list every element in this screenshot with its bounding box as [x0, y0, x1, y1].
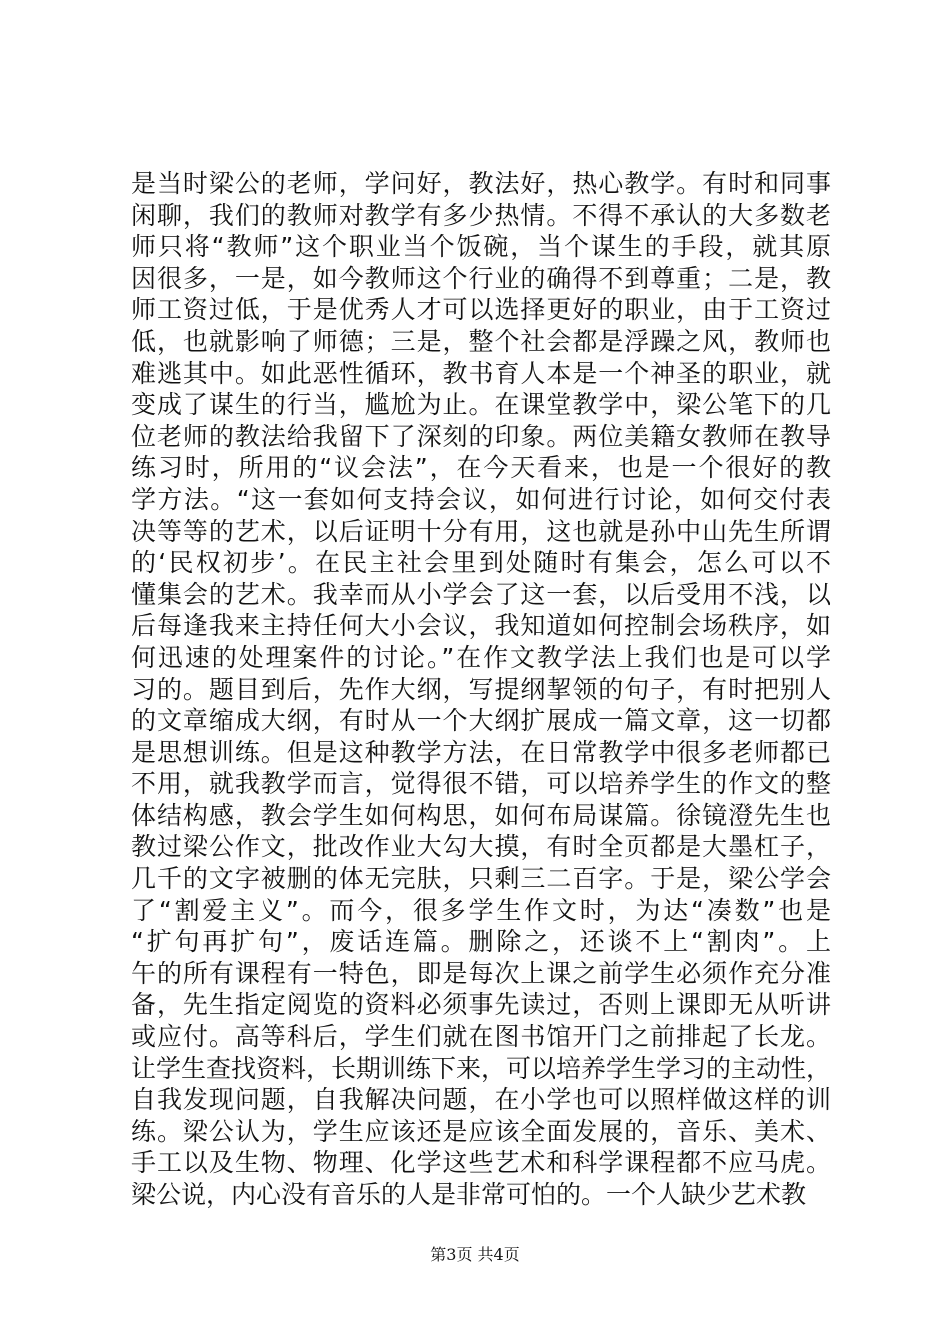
text-line: 变成了谋生的行当，尴尬为止。在课堂教学中，梁公笔下的几	[131, 390, 831, 420]
text-line: 低，也就影响了师德；三是，整个社会都是浮躁之风，教师也	[131, 326, 831, 356]
text-line: 师只将“教师”这个职业当个饭碗，当个谋生的手段，就其原	[131, 232, 831, 262]
text-line: 备，先生指定阅览的资料必须事先读过，否则上课即无从听讲	[131, 990, 831, 1020]
text-line: 决等等的艺术，以后证明十分有用，这也就是孙中山先生所谓	[131, 516, 831, 546]
text-line: 不用，就我教学而言，觉得很不错，可以培养学生的作文的整	[131, 769, 831, 799]
text-line: 因很多，一是，如今教师这个行业的确得不到尊重；二是，教	[131, 263, 831, 293]
text-line: 教过梁公作文，批改作业大勾大摸，有时全页都是大墨杠子，	[131, 832, 831, 862]
text-line: 午的所有课程有一特色，即是每次上课之前学生必须作充分准	[131, 958, 831, 988]
text-line: 师工资过低，于是优秀人才可以选择更好的职业，由于工资过	[131, 295, 831, 325]
text-line: 闲聊，我们的教师对教学有多少热情。不得不承认的大多数老	[131, 200, 831, 230]
text-line: 位老师的教法给我留下了深刻的印象。两位美籍女教师在教导	[131, 421, 831, 451]
page-number: 第3页 共4页	[430, 1245, 520, 1264]
text-line: 的文章缩成大纲，有时从一个大纲扩展成一篇文章，这一切都	[131, 706, 831, 736]
text-line: 学方法。“这一套如何支持会议，如何进行讨论，如何交付表	[131, 484, 831, 514]
text-line: 是思想训练。但是这种教学方法，在日常教学中很多老师都已	[131, 737, 831, 767]
text-line: 了“割爱主义”。而今，很多学生作文时，为达“凑数”也是	[131, 895, 831, 925]
text-line: 让学生查找资料，长期训练下来，可以培养学生学习的主动性，	[131, 1053, 832, 1083]
text-line: 练习时，所用的“议会法”，在今天看来，也是一个很好的教	[131, 453, 831, 483]
text-line: 习的。题目到后，先作大纲，写提纲挈领的句子，有时把别人	[131, 674, 831, 704]
text-line: 懂集会的艺术。我幸而从小学会了这一套，以后受用不浅，以	[131, 579, 831, 609]
text-line: 或应付。高等科后，学生们就在图书馆开门之前排起了长龙。	[131, 1022, 831, 1052]
text-line: 练。梁公认为，学生应该还是应该全面发展的，音乐、美术、	[131, 1116, 831, 1146]
text-line: 的‘民权初步’。在民主社会里到处随时有集会，怎么可以不	[131, 548, 831, 578]
body-text	[131, 168, 831, 1211]
text-line: 难逃其中。如此恶性循环，教书育人本是一个神圣的职业，就	[131, 358, 831, 388]
text-line: 后每逢我来主持任何大小会议，我知道如何控制会场秩序，如	[131, 611, 831, 641]
text-line: 手工以及生物、物理、化学这些艺术和科学课程都不应马虎。	[131, 1148, 831, 1178]
text-line: 自我发现问题，自我解决问题，在小学也可以照样做这样的训	[131, 1085, 831, 1115]
text-line: 体结构感，教会学生如何构思，如何布局谋篇。徐镜澄先生也	[131, 800, 831, 830]
text-line: 是当时梁公的老师，学问好，教法好，热心教学。有时和同事	[131, 169, 831, 198]
text-line: 何迅速的处理案件的讨论。”在作文教学法上我们也是可以学	[131, 642, 831, 672]
text-line: “扩句再扩句”，废话连篇。删除之，还谈不上“割肉”。上	[131, 927, 831, 957]
text-line: 几千的文字被删的体无完肤，只剩三二百字。于是，梁公学会	[131, 864, 831, 894]
page-footer	[0, 1242, 950, 1265]
text-line: 梁公说，内心没有音乐的人是非常可怕的。一个人缺少艺术教	[131, 1180, 807, 1209]
